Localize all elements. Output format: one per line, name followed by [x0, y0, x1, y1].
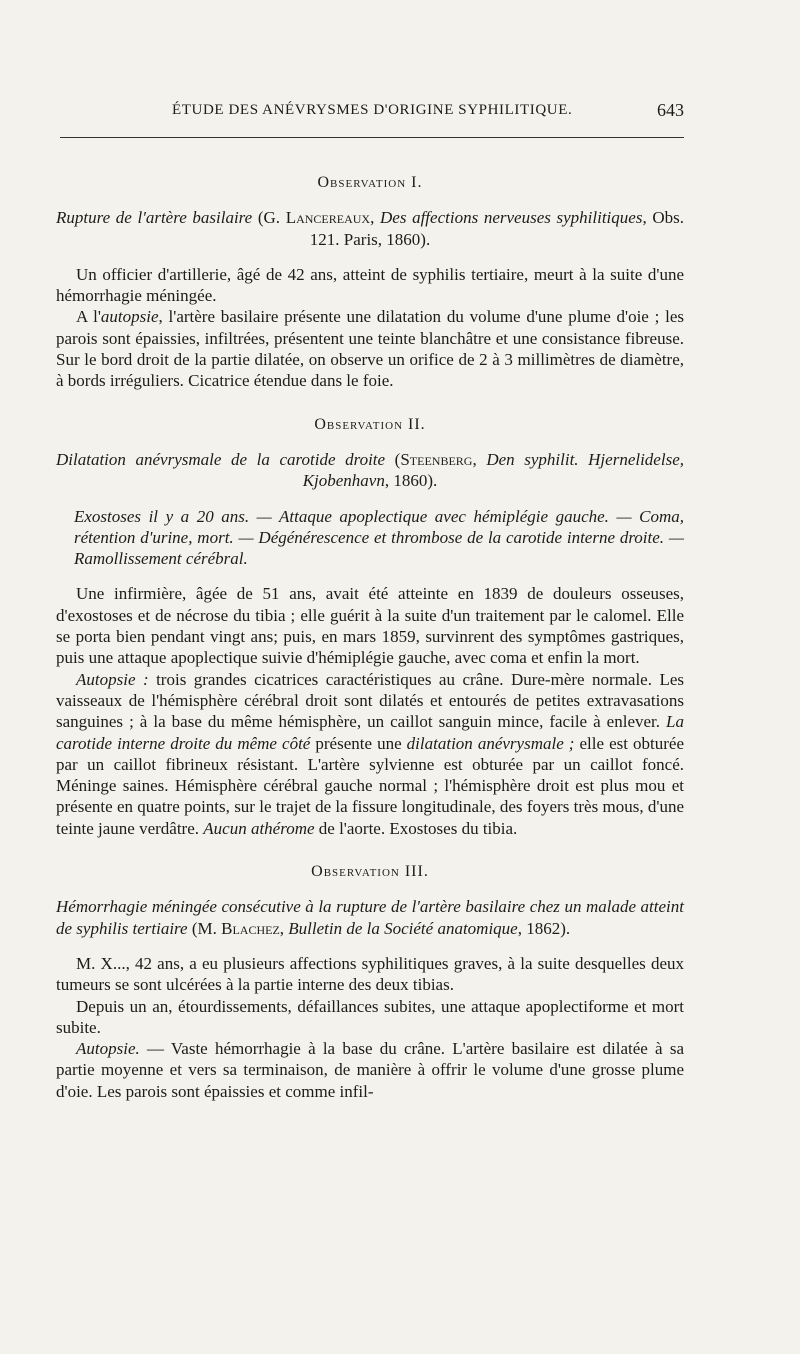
observation-1-p2-prefix: A l' — [76, 307, 101, 327]
observation-2-title-comma: , — [472, 449, 487, 469]
page-number: 643 — [657, 100, 684, 120]
observation-2-heading — [56, 414, 684, 435]
observation-2-work: Den syphilit. Hjernelidelse, Kjobenhavn — [302, 449, 684, 491]
running-title: ÉTUDE DES ANÉVRYSMES D'ORIGINE SYPHILITIQUE. — [172, 102, 573, 118]
page-content — [56, 172, 684, 1102]
observation-1-p2-rest: , l'artère basilaire présente une dilatation du volume d'une plume d'oie ; les parois sont épaissies, infiltrées, présentent une teinte blanchâtre et une consistance fibreuse. Sur le bord droit de la partie dilatée, on observe un orifice de 2 à 3 millimètres de diamètre, à bords irréguliers. Cicatrice étendue dans le foie. — [56, 307, 684, 391]
observation-1-author: Lancereaux — [285, 208, 371, 228]
section-spacer — [56, 839, 684, 861]
observation-2-title-rest: , 1860). — [384, 471, 438, 491]
observation-3-paragraph-1: M. X..., 42 ans, a eu plusieurs affections syphilitiques graves, à la suite desquelles deux tumeurs se sont ulcérées à la partie interne des deux tibias. — [56, 953, 684, 995]
observation-2-paragraph-1: Une infirmière, âgée de 51 ans, avait été atteinte en 1839 de douleurs osseuses, d'exostoses et de nécrose du tibia ; elle guérit à la suite d'un traitement par le calomel. Elle se porta bien pendant vingt ans; puis, en mars 1859, survinrent des symptômes gastriques, puis une attaque apoplectique suivie d'hémiplégie gauche, avec coma et enfin la mort. — [56, 584, 684, 668]
observation-2-heading-text: Observation II. — [314, 415, 426, 433]
observation-2-p2-c: elle est obturée par un caillot fibrineux résistant. L'artère sylvienne est obturée par un caillot foncé. Méninge saines. Hémisphère cérébral gauche normal ; l'hémisphère droit est plus mou et présente en quatre points, sur le trajet de la fissure longitudinale, des foyers très mous, d'une teinte jaune verdâtre. — [56, 733, 684, 838]
observation-1-title-rest: , Obs. 121. Paris, 1860). — [309, 208, 684, 249]
observation-2-author: Steenberg — [400, 449, 473, 469]
observation-2-p2-italic: Autopsie : — [76, 669, 149, 689]
observation-1-heading-text: Observation I. — [317, 174, 423, 191]
observation-3-title — [56, 896, 684, 939]
observation-3-author: Blachez — [221, 918, 280, 938]
observation-2-title-open: ( — [385, 449, 401, 469]
observation-3-paragraph-2: Depuis un an, étourdissements, défaillances subites, une attaque apoplectiforme et mort subite. — [56, 996, 684, 1037]
observation-1-work: Des affections nerveuses syphilitiques — [380, 208, 643, 228]
header-rule — [60, 137, 684, 138]
section-spacer — [56, 392, 684, 414]
observation-3-p3-rest: — Vaste hémorrhagie à la base du crâne. L'artère basilaire est dilatée à sa partie moyenne et vers sa terminaison, de manière à offrir le volume d'une grosse plume d'oie. Les parois sont épaissies et comme infil- — [56, 1039, 684, 1101]
observation-3-title-comma: , — [279, 918, 289, 938]
observation-1-title — [56, 207, 684, 250]
observation-1-p2-italic: autopsie — [100, 307, 159, 327]
observation-1-heading — [56, 172, 684, 193]
observation-2-paragraph-2 — [56, 669, 684, 839]
observation-1-title-comma: , — [370, 208, 380, 228]
observation-3-work: Bulletin de la Société anatomique — [288, 918, 518, 938]
observation-2-summary: Exostoses il y a 20 ans. — Attaque apoplectique avec hémiplégie gauche. — Coma, rétention d'urine, mort. — Dégénérescence et thrombose de la carotide interne droite. — Ramollissement cérébral. — [74, 506, 684, 569]
observation-2-p2-b: présente une — [310, 733, 407, 753]
observation-2-p2-italic-3: dilatation anévrysmale ; — [406, 733, 575, 753]
observation-3-title-italic: Hémorrhagie méningée consécutive à la rupture de l'artère basilaire chez un malade atteint de syphilis tertiaire — [56, 897, 684, 938]
observation-1-paragraph-2 — [56, 306, 684, 391]
observation-3-title-open: (M. — [187, 918, 222, 938]
observation-3-title-rest: , 1862). — [517, 918, 571, 938]
observation-2-p2-d: de l'aorte. Exostoses du tibia. — [314, 818, 518, 838]
observation-3-heading — [56, 861, 684, 882]
observation-3-paragraph-3 — [56, 1038, 684, 1102]
observation-3-heading-text: Observation III. — [311, 863, 429, 881]
observation-3-p3-italic: Autopsie. — [76, 1039, 140, 1059]
observation-2-p2-italic-2: La carotide interne droite du même côté — [56, 712, 684, 753]
running-header — [60, 98, 684, 126]
observation-2-p2-a: trois grandes cicatrices caractéristiques au crâne. Dure-mère normale. Les vaisseaux de l'hémisphère cérébral droit sont dilatés et entourés de petites extravasations sanguines ; à la base du même hémisphère, un caillot sanguin mince, facile à enlever. — [56, 669, 684, 732]
observation-2-p2-italic-4: Aucun athérome — [203, 818, 315, 838]
observation-1-title-italic: Rupture de l'artère basilaire — [56, 208, 253, 228]
observation-2-title-italic: Dilatation anévrysmale de la carotide droite — [56, 449, 386, 469]
observation-1-paragraph-1: Un officier d'artillerie, âgé de 42 ans, atteint de syphilis tertiaire, meurt à la suite d'une hémorrhagie méningée. — [56, 264, 684, 306]
observation-2-title — [56, 449, 684, 492]
observation-1-title-open: (G. — [252, 208, 286, 228]
